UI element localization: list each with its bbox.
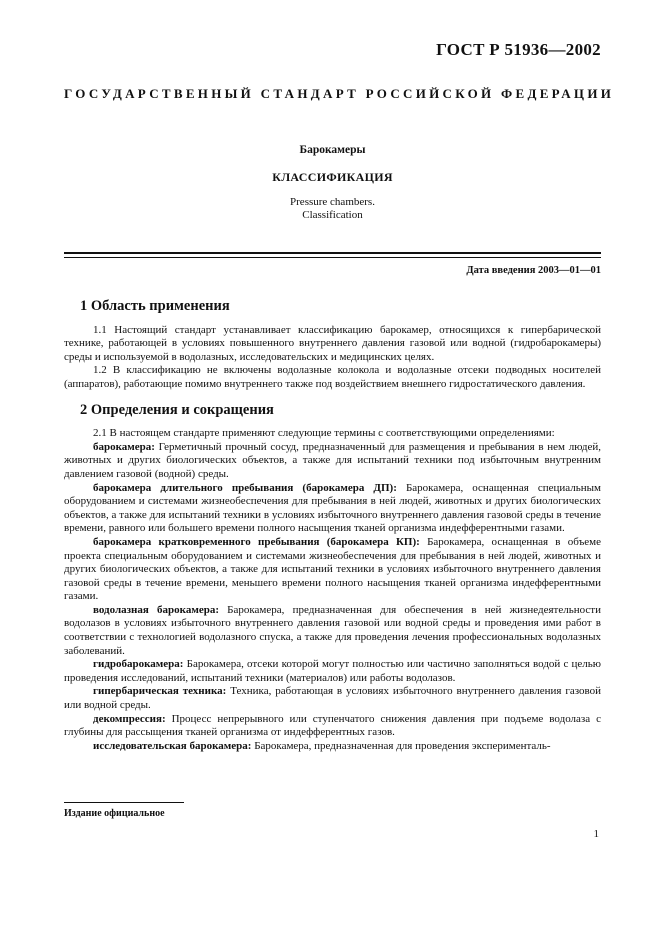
footer-divider	[64, 802, 184, 803]
definition-text: Герметичный прочный сосуд, предназначенный для размещения и пребывания в нем людей, животных и других биологических объектов, а также для испытаний техники под избыточным внутренним давлением газовой (водной) среды.	[64, 440, 601, 480]
definition-term: декомпрессия:	[93, 712, 166, 725]
definition-term: барокамера длительного пребывания (барокамера ДП):	[93, 481, 397, 494]
title-divider	[64, 252, 601, 258]
definition-text: Процесс непрерывного или ступенчатого снижения давления при подъеме водолаза с глубины для рассыщения тканей организма от индефферентных газов.	[64, 712, 601, 739]
introduction-date: Дата введения 2003—01—01	[466, 265, 601, 276]
section-2-heading: 2 Определения и сокращения	[80, 401, 274, 418]
state-standard-header: ГОСУДАРСТВЕННЫЙ СТАНДАРТ РОССИЙСКОЙ ФЕДЕРАЦИИ	[64, 86, 615, 101]
page-number: 1	[593, 828, 599, 840]
definition-item	[64, 658, 601, 685]
definition-item	[64, 604, 601, 658]
definition-item	[64, 685, 601, 712]
definition-term: барокамера:	[93, 440, 155, 453]
definition-term: водолазная барокамера:	[93, 603, 219, 616]
definition-item	[64, 740, 601, 754]
definition-text: Барокамера, предназначенная для обеспечения в ней жизнедеятельности водолазов в условиях избыточного внутреннего давления газовой или водной среды и проведения ими работ в соответствии с технологией водолазного спуска, а также для проведения лечения профессиональных водолазных заболеваний.	[64, 603, 601, 657]
english-title	[64, 196, 601, 222]
section-1-heading: 1 Область применения	[80, 298, 230, 314]
definition-text: Барокамера, оснащенная специальным оборудованием и системами жизнеобеспечения для пребывания в ней людей, животных и других биологических объектов, а также для испытаний техники в условиях избыточного внутреннего давления газовой среды в течение времени, равного или большего времени полного насыщения тканей организма индефферентными газами.	[64, 481, 601, 535]
english-title-line-2: Classification	[302, 209, 363, 221]
definition-item	[64, 482, 601, 536]
paragraph-1-1: 1.1 Настоящий стандарт устанавливает классификацию барокамер, относящихся к гипербарической технике, работающей в условиях повышенного внутреннего давления газовой или водной (гидробарокамеры) среды и используемой в водолазных, исследовательских и медицинских целях.	[64, 323, 601, 363]
paragraph-1-2: 1.2 В классификацию не включены водолазные колокола и водолазные отсеки подводных носителей (аппаратов), работающие помимо внутреннего также под воздействием внешнего гидростатического давления.	[64, 364, 601, 390]
standard-subject: Барокамеры	[299, 144, 366, 156]
definition-term: гидробарокамера:	[93, 658, 184, 671]
definition-term: исследовательская барокамера:	[93, 739, 252, 752]
document-body	[64, 300, 601, 753]
definition-item	[64, 536, 601, 604]
definition-term: гипербарическая техника:	[93, 685, 227, 698]
definition-term: барокамера кратковременного пребывания (барокамера КП):	[93, 535, 420, 548]
definition-text: Техника, работающая в условиях избыточного внутреннего давления газовой или водной среды.	[64, 685, 602, 712]
standard-title: КЛАССИФИКАЦИЯ	[272, 170, 393, 184]
definition-text: Барокамера, оснащенная в объеме проекта специальным оборудованием и системами жизнеобеспечения для пребывания в ней людей, животных и других биологических объектов, а также для испытаний техники в условиях избыточного внутреннего давления газовой среды в течение времени, меньшего времени полного насыщения тканей организма индефферентными газами.	[64, 535, 601, 603]
document-number: ГОСТ Р 51936—2002	[436, 40, 601, 59]
english-title-line-1: Pressure chambers.	[290, 196, 375, 208]
definition-item	[64, 713, 601, 740]
definition-text: Барокамера, отсеки которой могут полностью или частично заполняться водой с целью проведения исследований, испытаний техники (материалов) или работы водолазов.	[64, 658, 601, 684]
official-edition-label: Издание официальное	[64, 808, 165, 819]
definition-item	[64, 441, 601, 482]
definition-text: Барокамера, предназначенная для проведения эксперименталь-	[251, 739, 551, 752]
paragraph-2-1: 2.1 В настоящем стандарте применяют следующие термины с соответствующими определениями:	[93, 427, 555, 440]
